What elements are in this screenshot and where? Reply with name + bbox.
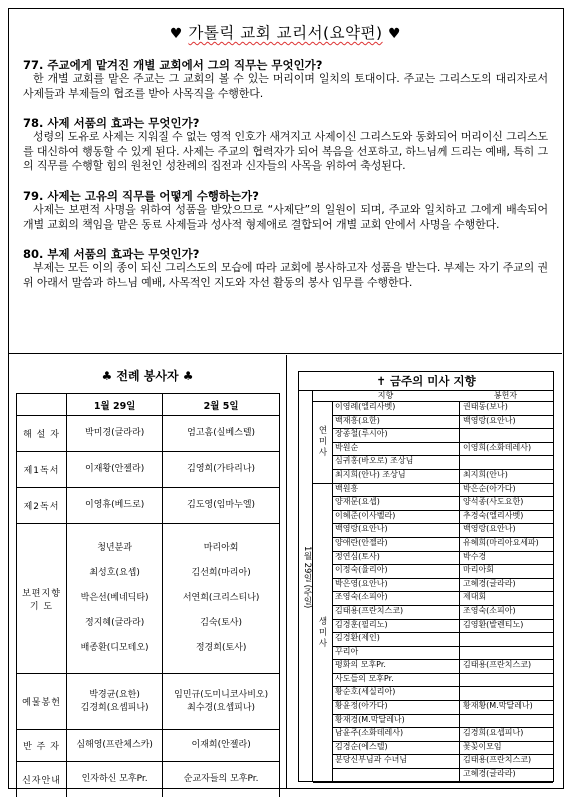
table-row <box>17 416 280 452</box>
intention-text: 양애란(안젤라) <box>335 537 388 547</box>
intention-row <box>333 660 553 674</box>
mass-type-requiem <box>313 402 333 484</box>
question: 79. 사제는 고유의 직무를 어떻게 수행하는가? <box>23 188 259 203</box>
table-row <box>17 762 280 797</box>
server-names <box>163 730 280 762</box>
table-row <box>17 524 280 674</box>
intention-row <box>333 633 553 647</box>
role-label: 해 설 자 <box>17 416 67 452</box>
intention-row <box>333 674 553 688</box>
intention-row <box>333 647 553 661</box>
intention-row <box>333 565 553 579</box>
intention-row <box>333 484 553 498</box>
server-name: 이재희(안젤라) <box>191 740 251 750</box>
intention-text: 황순호(세실리아) <box>335 687 396 697</box>
intention-text: 김태용(프란치스코) <box>335 605 404 615</box>
offerer-text: 황재황(M.막달레나) <box>459 701 553 714</box>
offerer-text <box>459 674 553 687</box>
intention-text: 김경훈(필리노) <box>335 619 388 629</box>
intention-row <box>333 470 553 484</box>
server-name: 순교자들의 모후Pr. <box>183 774 259 784</box>
server-name: 김영희(가타리나) <box>187 464 256 474</box>
date-label: 1월 29일 (주일) <box>302 546 312 609</box>
question: 80. 부제 서품의 효과는 무엇인가? <box>23 247 200 262</box>
server-name: 김선희(마리아) <box>191 568 251 578</box>
intention-text: 꾸리아 <box>335 646 359 656</box>
role-label: 보편지향 기 도 <box>17 524 67 674</box>
intention-row <box>333 524 553 538</box>
offerer-text: 고혜경(글라라) <box>459 769 553 782</box>
intention-text: 이정숙(율리아) <box>335 565 388 575</box>
intention-text: 조영숙(소피아) <box>335 592 388 602</box>
server-names <box>163 762 280 797</box>
intention-row <box>333 538 553 552</box>
servers-title: ♣ 전례 봉사자 ♣ <box>101 369 194 383</box>
intention-rows <box>333 402 553 783</box>
answer: 성령의 도유로 사제는 지워질 수 없는 영적 인호가 새겨지고 사제이신 그리스도와 동화되어 머리이신 그리스도를 대신하여 행동할 수 있게 된다. 사제는 주교의 협력자가 되어 복음을 선포하고, 하느님께 드리는 예배, 특히 그의 직무를 수행할 힘의 원천인 성찬례의 집전과 신자들의 사목을 위하여 축성된다. <box>23 130 548 173</box>
server-name: 김숙(토사) <box>200 618 243 628</box>
heart-icon: ♥ <box>169 26 183 42</box>
bulletin-page <box>8 8 564 789</box>
offerer-text: 꽃꽂이모임 <box>459 742 553 755</box>
table-row <box>17 488 280 524</box>
table-row <box>17 674 280 730</box>
answer: 사제는 보편적 사명을 위하여 성품을 받았으므로 “사제단”의 일원이 되며, 주교와 일치하고 그에게 배속되어 개별 교회의 책임을 맡은 동료 사제들과 성사적 형제애로 결합되어 개별 교회 안에서 사명을 수행한다. <box>23 202 548 231</box>
server-name: 박은선(베네딕타) <box>80 593 149 603</box>
header-intention: 지향 <box>377 391 394 400</box>
offerer-text <box>459 715 553 728</box>
intentions-title: ✝ 금주의 미사 지향 <box>298 371 554 390</box>
question: 78. 사제 서품의 효과는 무엇인가? <box>23 116 200 131</box>
offerer-text <box>459 687 553 700</box>
intention-row <box>333 687 553 701</box>
answer: 부제는 모든 이의 종이 되신 그리스도의 모습에 따라 교회에 봉사하고자 성품을 받는다. 부제는 자기 주교의 권위 아래서 말씀과 하느님 예배, 사목적인 지도와 자선 활동의 봉사 임무를 수행한다. <box>23 261 548 289</box>
qa-item-80 <box>23 247 548 290</box>
server-name: 임민규(도미니코사비오) <box>174 689 269 700</box>
catechism-heading <box>23 21 548 43</box>
intention-row <box>333 715 553 729</box>
server-name: 김도영(임마누엘) <box>187 500 256 510</box>
offerer-text <box>459 633 553 646</box>
intentions-table <box>298 390 554 782</box>
answer: 한 개별 교회를 맡은 주교는 그 교회의 볼 수 있는 머리이며 일치의 토대이다. 주교는 그리스도의 대리자로서 사제들과 부제들의 협조를 받아 사목직을 수행한다. <box>23 72 548 100</box>
question: 77. 주교에게 맡겨진 개별 교회에서 그의 직무는 무엇인가? <box>23 58 323 72</box>
intention-row <box>333 701 553 715</box>
offerer-text: 추경숙(엘리사벳) <box>459 511 553 524</box>
intention-text: 박은영(요안나) <box>335 578 388 588</box>
offerer-text <box>459 647 553 660</box>
server-name: 최수경(요셉피나) <box>187 702 256 713</box>
offerer-text: 조영숙(소피아) <box>459 606 553 619</box>
intention-text: 남윤주(소화데레사) <box>335 728 404 738</box>
intention-text: 분당신부님과 수녀님 <box>335 755 408 765</box>
server-name: 청년분과 <box>97 543 132 553</box>
qa-item-79 <box>23 189 548 232</box>
date-header-2: 2월 5일 <box>163 394 280 416</box>
offerer-text: 마리아회 <box>459 565 553 578</box>
server-names <box>67 524 163 674</box>
server-names <box>67 674 163 730</box>
catechism-section <box>9 9 562 354</box>
spacer <box>165 605 277 617</box>
offerer-text: 박수경 <box>459 552 553 565</box>
offerer-text: 유혜희(마리아요세파) <box>459 538 553 551</box>
intention-text: 박원순 <box>335 442 359 452</box>
intention-text: 백재흥(요한) <box>335 415 380 425</box>
offerer-text: 백영랑(요안나) <box>459 524 553 537</box>
server-name: 이영휴(베드로) <box>85 500 145 510</box>
intention-text: 백영랑(요안나) <box>335 524 388 534</box>
intention-row <box>333 592 553 606</box>
intention-row <box>333 456 553 470</box>
server-names <box>67 488 163 524</box>
intention-row <box>333 552 553 566</box>
server-name: 정경희(토사) <box>195 643 247 653</box>
server-names <box>67 762 163 797</box>
server-names <box>67 730 163 762</box>
server-names <box>163 524 280 674</box>
intention-row <box>333 429 553 443</box>
table-row <box>17 452 280 488</box>
intention-row <box>333 443 553 457</box>
server-name: 정지혜(글라라) <box>85 618 145 628</box>
server-name: 최성호(요셉) <box>89 568 140 578</box>
server-name: 이재황(안젤라) <box>85 464 145 474</box>
intention-row <box>333 755 553 769</box>
table-row <box>17 730 280 762</box>
intention-row <box>333 511 553 525</box>
intention-text: 사도들의 모후Pr. <box>335 673 394 683</box>
date-header-1: 1월 29일 <box>67 394 163 416</box>
server-name: 마리아회 <box>203 543 239 553</box>
role-label: 제1독서 <box>17 452 67 488</box>
mass-type-label: 연 미 사 <box>318 426 328 459</box>
spacer <box>165 630 277 642</box>
offerer-text: 김영환(발렌티노) <box>459 620 553 633</box>
mass-type-label: 생 미 사 <box>318 616 328 649</box>
server-name: 서연희(크리스티나) <box>182 593 260 603</box>
server-name: 엄고흠(실베스텔) <box>187 428 256 438</box>
catechism-title: 가톨릭 교회 교리서(요약편) <box>188 24 383 42</box>
intention-text: 김경순(에스텔) <box>335 741 388 751</box>
servers-table <box>16 393 280 797</box>
offerer-text: 권태동(보나) <box>459 402 553 415</box>
offerer-text: 김경희(요셉피나) <box>459 728 553 741</box>
date-column <box>299 391 313 781</box>
intention-row <box>333 606 553 620</box>
server-names <box>163 416 280 452</box>
qa-item-77 <box>23 58 548 101</box>
offerer-text: 김태용(프란치스코) <box>459 755 553 768</box>
offerer-text <box>459 456 553 469</box>
server-names <box>163 488 280 524</box>
mass-intentions-panel <box>289 355 562 788</box>
offerer-text: 이영희(소화데레사) <box>459 443 553 456</box>
intention-text: 김경환(제인) <box>335 633 380 643</box>
server-names <box>67 452 163 488</box>
offerer-text: 백영랑(요안나) <box>459 416 553 429</box>
heart-icon: ♥ <box>388 26 402 42</box>
intention-text: 정연심(토사) <box>335 551 380 561</box>
server-names <box>163 452 280 488</box>
intention-row <box>333 497 553 511</box>
intention-text: 백원흥 <box>335 483 359 493</box>
server-name: 심해영(프란체스카) <box>76 740 153 750</box>
server-names <box>67 416 163 452</box>
spacer <box>165 555 277 567</box>
intentions-header <box>313 391 553 402</box>
role-label: 신자안내 <box>17 762 67 797</box>
header-offerer: 봉헌자 <box>493 391 518 400</box>
intention-row <box>333 728 553 742</box>
role-label: 제2독서 <box>17 488 67 524</box>
role-label: 반 주 자 <box>17 730 67 762</box>
intention-text: 장종철(루시아) <box>335 429 388 439</box>
server-name: 박미경(글라라) <box>85 428 145 438</box>
intention-text: 황윤정(아가다) <box>335 701 388 711</box>
offerer-text: 고혜경(글라라) <box>459 579 553 592</box>
role-label: 예물봉헌 <box>17 674 67 730</box>
offerer-text <box>459 429 553 442</box>
intention-text: 심귀홍(바오로) 조상님 <box>335 456 414 466</box>
intention-row <box>333 402 553 416</box>
table-header-row <box>17 394 280 416</box>
intention-text: 최지희(안나) 조상님 <box>335 469 406 479</box>
offerer-text: 양석종(사도요한) <box>459 497 553 510</box>
offerer-text: 제대회 <box>459 592 553 605</box>
intention-text: 이영례(엘리사벳) <box>335 402 396 411</box>
offerer-text: 최지희(안나) <box>459 470 553 483</box>
corner-cell <box>17 394 67 416</box>
intention-row <box>333 579 553 593</box>
server-name: 인자하신 모후Pr. <box>81 774 148 784</box>
intention-row <box>333 769 553 783</box>
offerer-text: 박은순(아가다) <box>459 484 553 497</box>
intention-row <box>333 620 553 634</box>
intention-row <box>333 742 553 756</box>
intention-text: 평화의 모후Pr. <box>335 660 386 670</box>
server-name: 김경희(요셉피나) <box>80 702 149 713</box>
server-name: 박경균(요한) <box>89 689 140 700</box>
offerer-text: 김태용(프란치스코) <box>459 660 553 673</box>
spacer <box>69 555 160 567</box>
qa-item-78 <box>23 116 548 174</box>
intention-text: 양재문(요셉) <box>335 497 380 507</box>
spacer <box>69 580 160 592</box>
spacer <box>69 630 160 642</box>
intention-text: 황재경(M.막달레나) <box>335 714 405 724</box>
spacer <box>165 580 277 592</box>
liturgy-servers-panel <box>9 355 287 788</box>
server-name: 배종환(디모테오) <box>80 643 149 653</box>
spacer <box>69 605 160 617</box>
server-names <box>163 674 280 730</box>
mass-type-living <box>313 484 333 783</box>
intention-text: 이혜준(이사벨라) <box>335 510 396 520</box>
intention-row <box>333 416 553 430</box>
